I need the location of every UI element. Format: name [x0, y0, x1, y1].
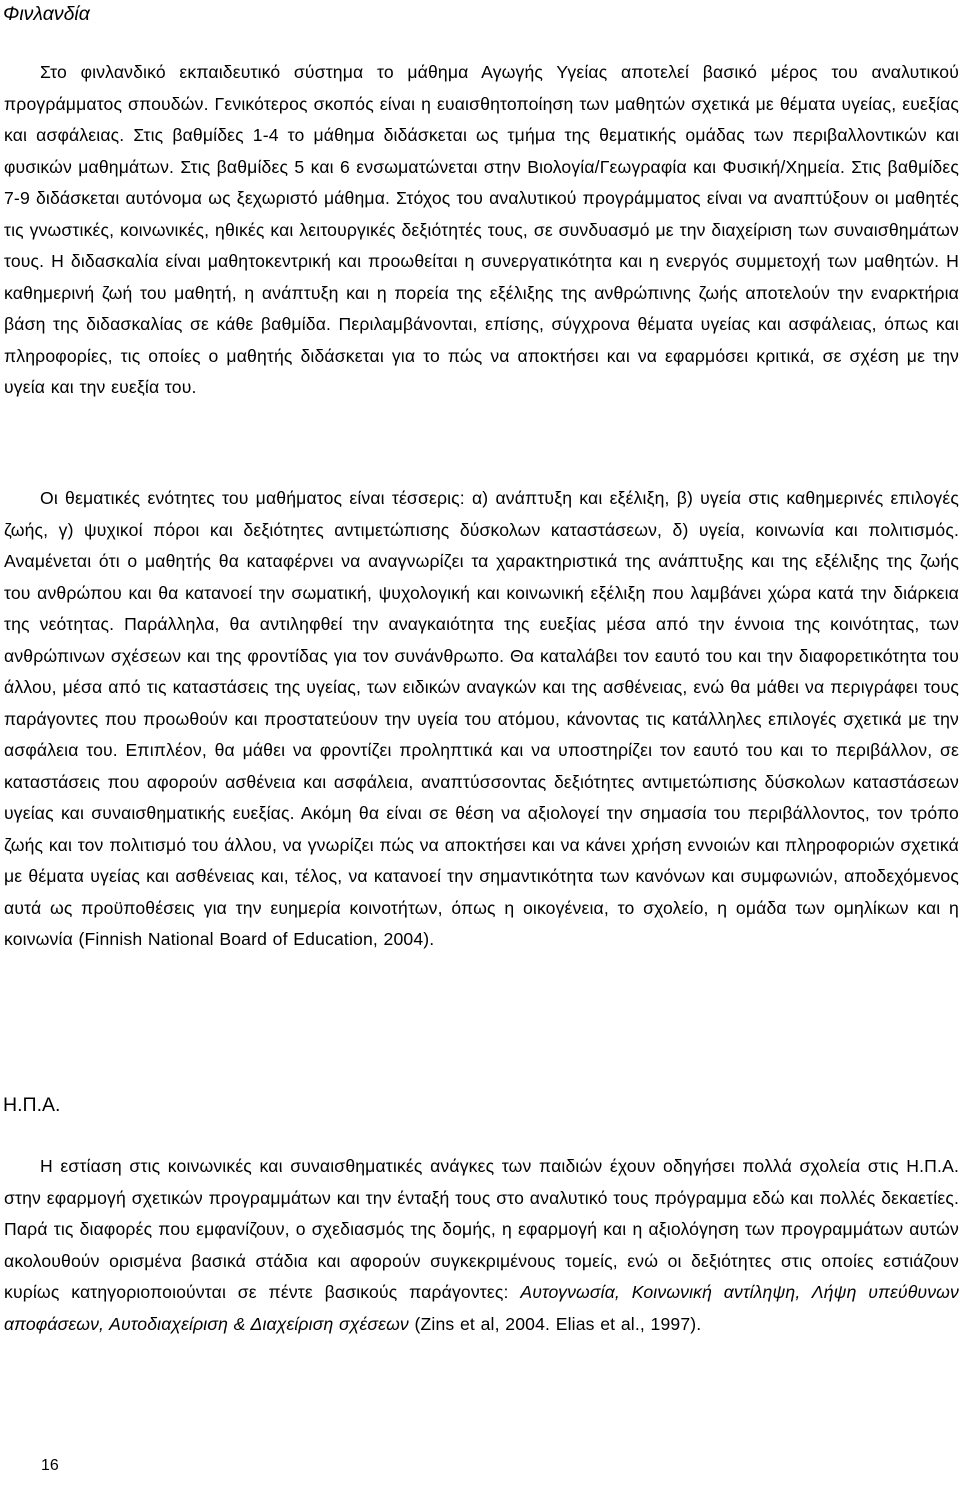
section-heading-usa: Η.Π.Α. — [3, 1094, 61, 1116]
page-number: 16 — [41, 1457, 59, 1474]
body-paragraph: Οι θεματικές ενότητες του μαθήματος είναι τέσσερις: α) ανάπτυξη και εξέλιξη, β) υγεία στις καθημερινές επιλογές ζωής, γ) ψυχικοί πόροι και δεξιότητες αντιμετώπισης δύσκολων καταστάσεων, δ) υγεία, κοινωνία και πολιτισμός. Αναμένεται ότι ο μαθητής θα καταφέρνει να αναγνωρίζει τα χαρακτηριστικά της ανάπτυξης και της εξέλιξης της ζωής του ανθρώπου και θα κατανοεί την σωματική, ψυχολογική και κοινωνική εξέλιξη που λαμβάνει χώρα κατά την διάρκεια της νεότητας. Παράλληλα, θα αντιληφθεί την αναγκαιότητα της ευεξίας μέσα από την έννοια της κοινότητας, των ανθρώπινων σχέσεων και της φροντίδας για τον συνάνθρωπο. Θα καταλάβει τον εαυτό του και την διαφορετικότητα του άλλου, μέσα από τις καταστάσεις της υγείας, των ειδικών αναγκών και της ασθένειας, ενώ θα μάθει να περιγράφει τους παράγοντες που προωθούν και προστατεύουν την υγεία του ατόμου, κάνοντας τις κατάλληλες επιλογές σχετικά με την ασφάλεια του. Επιπλέον, θα μάθει να φροντίζει προληπτικά και να υποστηρίζει τον εαυτό του και το περιβάλλον, σε καταστάσεις που αφορούν ασθένεια και ασφάλεια, αναπτύσσοντας δεξιότητες αντιμετώπισης δύσκολων καταστάσεων υγείας και συναισθηματικής ευεξίας. Ακόμη θα είναι σε θέση να αξιολογεί την σημασία του περιβάλλοντος, τον τρόπο ζωής και τον πολιτισμό του άλλου, να γνωρίζει πώς να αποκτήσει και να κάνει χρήση εννοιών και πληροφοριών σχετικά με θέματα υγείας και ασθένειας και, τέλος, να κατανοεί την σημαντικότητα των κανόνων και συμφωνιών, αποδεχόμενος αυτά ως προϋποθέσεις για την ευημερία κοινοτήτων, όπως η οικογένεια, το σχολείο, η ομάδα των ομηλίκων και η κοινωνία (Finnish National Board of Education, 2004). — [4, 488, 959, 949]
section-heading-finland: Φινλανδία — [3, 3, 90, 25]
citation-text: (Zins et al, 2004. Elias et al., 1997). — [408, 1313, 702, 1334]
paragraph-text: Η εστίαση στις κοινωνικές και συναισθηματικές ανάγκες των παιδιών έχουν οδηγήσει πολλά σχολεία στις Η.Π.Α. στην εφαρμογή σχετικών προγραμμάτων και την ένταξή τους στο αναλυτικό τους πρόγραμμα εδώ και πολλές δεκαετίες. Παρά τις διαφορές που εμφανίζουν, ο σχεδιασμός της δομής, η εφαρμογή και η αξιολόγηση των προγραμμάτων αυτών ακολουθούν ορισμένα βασικά στάδια και αφορούν συγκεκριμένους τομείς, ενώ οι δεξιότητες στις οποίες εστιάζουν κυρίως κατηγοριοποιούνται σε πέντε βασικούς παράγοντες: — [4, 1156, 959, 1302]
body-paragraph — [4, 1151, 959, 1340]
factor-list-italic: Αυτογνωσία, Κοινωνική αντίληψη, Λήψη υπεύθυνων αποφάσεων, Αυτοδιαχείριση & Διαχείριση σχέσεων — [4, 1282, 959, 1334]
body-paragraph: Στο φινλανδικό εκπαιδευτικό σύστημα το μάθημα Αγωγής Υγείας αποτελεί βασικό μέρος του αναλυτικού προγράμματος σπουδών. Γενικότερος σκοπός είναι η ευαισθητοποίηση των μαθητών σχετικά με θέματα υγείας, ευεξίας και ασφάλειας. Στις βαθμίδες 1-4 το μάθημα διδάσκεται ως τμήμα της θεματικής ομάδας των περιβαλλοντικών και φυσικών μαθημάτων. Στις βαθμίδες 5 και 6 ενσωματώνεται στην Βιολογία/Γεωγραφία και Φυσική/Χημεία. Στις βαθμίδες 7-9 διδάσκεται αυτόνομα ως ξεχωριστό μάθημα. Στόχος του αναλυτικού προγράμματος είναι να αναπτύξουν οι μαθητές τις γνωστικές, κοινωνικές, ηθικές και λειτουργικές δεξιότητές τους, σε συνδυασμό με την διαχείριση των συναισθημάτων τους. Η διδασκαλία είναι μαθητοκεντρική και προωθείται η συνεργατικότητα και η ενεργός συμμετοχή των μαθητών. Η καθημερινή ζωή του μαθητή, η ανάπτυξη και η πορεία της εξέλιξης της ανθρώπινης ζωής αποτελούν την εναρκτήρια βάση της διδασκαλίας σε κάθε βαθμίδα. Περιλαμβάνονται, επίσης, σύγχρονα θέματα υγείας και ασφάλειας, όπως και πληροφορίες, τις οποίες ο μαθητής διδάσκεται για το πώς να αποκτήσει και να εφαρμόσει κριτικά, σε σχέση με την υγεία και την ευεξία του. — [4, 62, 959, 397]
